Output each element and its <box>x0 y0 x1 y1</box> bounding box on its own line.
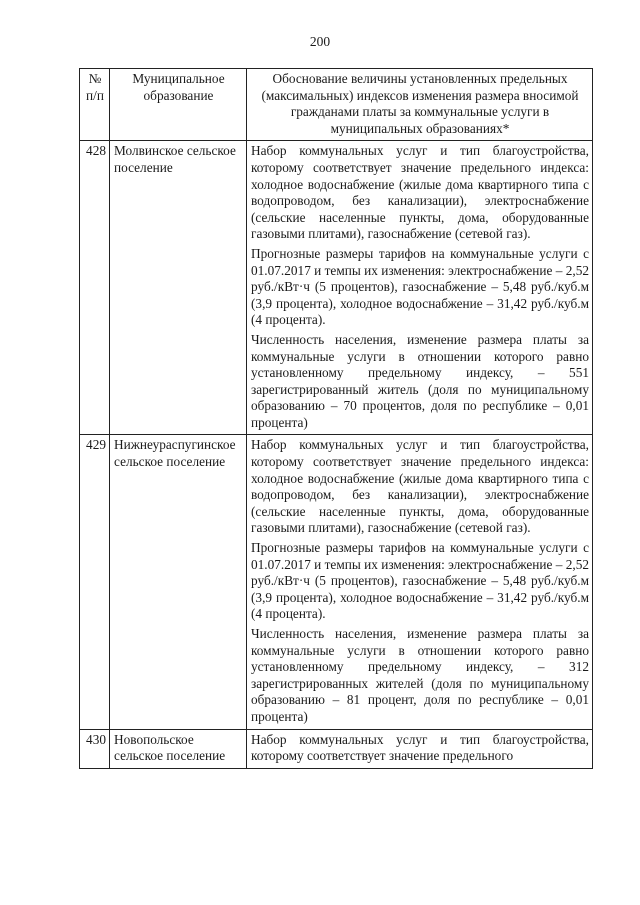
row-number: 429 <box>80 435 110 729</box>
table-header-row <box>80 69 593 141</box>
tariff-index-table <box>79 68 593 769</box>
municipality-name: Новопольское сельское поселение <box>110 729 247 768</box>
justification-cell <box>247 435 593 729</box>
table-row <box>80 141 593 435</box>
population-paragraph: Численность населения, изменение размера платы за коммунальные услуги в отношении которого равно установленному предельному индексу, – 551 зарегистрированный житель (доля по муниципальному образованию – 70 процентов, доля по республике – 0,01 процента) <box>251 331 589 430</box>
page-number: 200 <box>309 34 331 49</box>
municipality-name: Нижнеураспугинское сельское поселение <box>110 435 247 729</box>
tariffs-paragraph: Прогнозные размеры тарифов на коммунальные услуги с 01.07.2017 и темпы их изменения: электроснабжение – 2,52 руб./кВт·ч (5 процентов), газоснабжение – 5,48 руб./куб.м (3,9 процента), холодное водоснабжение – 31,42 руб./куб.м (4 процента). <box>251 540 589 622</box>
population-paragraph: Численность населения, изменение размера платы за коммунальные услуги в отношении которого равно установленному предельному индексу, – 312 зарегистрированных жителей (доля по муниципальному образованию – 81 процент, доля по республике – 0,01 процента) <box>251 626 589 724</box>
services-paragraph: Набор коммунальных услуг и тип благоустройства, которому соответствует значение предельного <box>251 731 589 764</box>
header-num: № п/п <box>80 69 110 141</box>
header-municipality: Муниципальное образование <box>110 69 247 141</box>
justification-cell <box>247 141 593 435</box>
services-paragraph: Набор коммунальных услуг и тип благоустройства, которому соответствует значение предельного индекса: холодное водоснабжение (жилые дома квартирного типа с водопроводом, без канализации), электроснабжение (сельские населенные пункты, дома, оборудованные газовыми плитами), газоснабжение (сетевой газ). <box>251 437 589 536</box>
row-number: 428 <box>80 141 110 435</box>
header-justification: Обоснование величины установленных предельных (максимальных) индексов изменения размера вносимой гражданами платы за коммунальные услуги в муниципальных образованиях* <box>247 69 593 141</box>
row-number: 430 <box>80 729 110 768</box>
municipality-name: Молвинское сельское поселение <box>110 141 247 435</box>
justification-cell <box>247 729 593 768</box>
table-row <box>80 729 593 768</box>
services-paragraph: Набор коммунальных услуг и тип благоустройства, которому соответствует значение предельного индекса: холодное водоснабжение (жилые дома квартирного типа с водопроводом, без канализации), электроснабжение (сельские населенные пункты, дома, оборудованные газовыми плитами), газоснабжение (сетевой газ). <box>251 143 589 242</box>
tariffs-paragraph: Прогнозные размеры тарифов на коммунальные услуги с 01.07.2017 и темпы их изменения: электроснабжение – 2,52 руб./кВт·ч (5 процентов), газоснабжение – 5,48 руб./куб.м (3,9 процента), холодное водоснабжение – 31,42 руб./куб.м (4 процента). <box>251 245 589 328</box>
table-row <box>80 435 593 729</box>
